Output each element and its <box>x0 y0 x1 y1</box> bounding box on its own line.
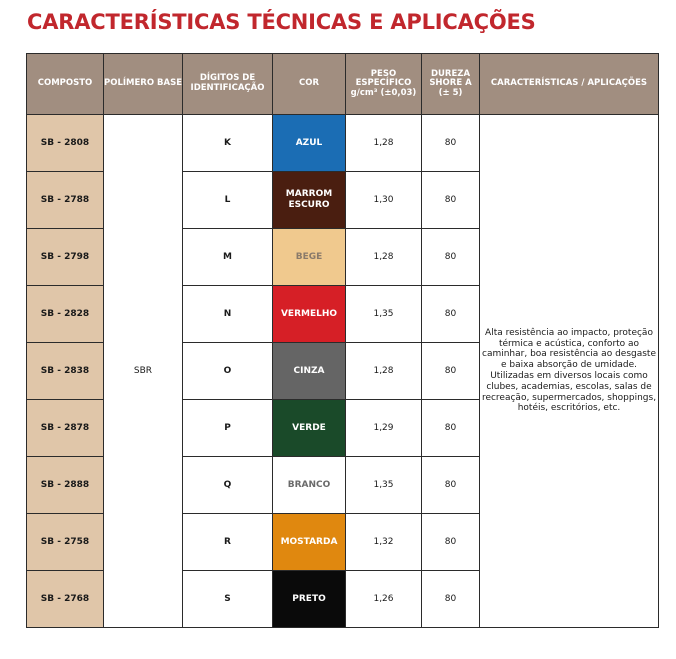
cor-swatch-cell: PRETO <box>273 571 346 628</box>
dureza-cell: 80 <box>422 343 480 400</box>
header-aplicacoes: CARACTERÍSTICAS / APLICAÇÕES <box>480 54 659 115</box>
header-peso-line2: g/cm³ (±0,03) <box>350 87 417 98</box>
header-dureza-line1: DUREZA SHORE A <box>429 68 472 89</box>
spec-table <box>26 53 659 628</box>
digito-cell: M <box>183 229 273 286</box>
cor-swatch-cell: AZUL <box>273 115 346 172</box>
digito-cell: P <box>183 400 273 457</box>
peso-cell: 1,35 <box>346 457 422 514</box>
aplicacoes-cell <box>480 115 659 628</box>
composto-cell: SB - 2888 <box>27 457 104 514</box>
peso-cell: 1,35 <box>346 286 422 343</box>
dureza-cell: 80 <box>422 286 480 343</box>
composto-cell: SB - 2788 <box>27 172 104 229</box>
aplicacoes-text: Alta resistência ao impacto, proteção térmica e acústica, conforto ao caminhar, boa resistência ao desgaste e baixa absorção de umidade. Utilizadas em diversos locais como clubes, academias, escolas, salas de recreação, supermercados, shoppings, hotéis, escritórios, etc. <box>481 327 657 414</box>
dureza-cell: 80 <box>422 400 480 457</box>
table-header <box>27 54 659 115</box>
page-title: CARACTERÍSTICAS TÉCNICAS E APLICAÇÕES <box>27 10 536 34</box>
digito-cell: S <box>183 571 273 628</box>
dureza-cell: 80 <box>422 457 480 514</box>
cor-swatch-cell: BEGE <box>273 229 346 286</box>
header-dureza <box>422 54 480 115</box>
dureza-cell: 80 <box>422 571 480 628</box>
composto-cell: SB - 2758 <box>27 514 104 571</box>
table-row <box>27 115 659 172</box>
peso-cell: 1,30 <box>346 172 422 229</box>
header-digitos: DÍGITOS DE IDENTIFICAÇÃO <box>183 54 273 115</box>
dureza-cell: 80 <box>422 514 480 571</box>
table-body <box>27 115 659 628</box>
cor-swatch-cell: VERMELHO <box>273 286 346 343</box>
composto-cell: SB - 2878 <box>27 400 104 457</box>
cor-swatch-cell: CINZA <box>273 343 346 400</box>
cor-swatch-cell: BRANCO <box>273 457 346 514</box>
cor-swatch-cell: MARROM ESCURO <box>273 172 346 229</box>
composto-cell: SB - 2768 <box>27 571 104 628</box>
digito-cell: R <box>183 514 273 571</box>
digito-cell: Q <box>183 457 273 514</box>
dureza-cell: 80 <box>422 229 480 286</box>
digito-cell: L <box>183 172 273 229</box>
dureza-cell: 80 <box>422 115 480 172</box>
cor-swatch-cell: MOSTARDA <box>273 514 346 571</box>
peso-cell: 1,26 <box>346 571 422 628</box>
peso-cell: 1,32 <box>346 514 422 571</box>
header-peso-line1: PESO ESPECÍFICO <box>355 68 412 89</box>
dureza-cell: 80 <box>422 172 480 229</box>
header-peso <box>346 54 422 115</box>
digito-cell: K <box>183 115 273 172</box>
header-dureza-line2: (± 5) <box>438 87 463 98</box>
header-cor: COR <box>273 54 346 115</box>
polimero-base-cell: SBR <box>104 115 183 628</box>
composto-cell: SB - 2838 <box>27 343 104 400</box>
digito-cell: N <box>183 286 273 343</box>
peso-cell: 1,28 <box>346 115 422 172</box>
digito-cell: O <box>183 343 273 400</box>
composto-cell: SB - 2798 <box>27 229 104 286</box>
composto-cell: SB - 2808 <box>27 115 104 172</box>
composto-cell: SB - 2828 <box>27 286 104 343</box>
peso-cell: 1,28 <box>346 229 422 286</box>
header-row <box>27 54 659 115</box>
header-polimero: POLÍMERO BASE <box>104 54 183 115</box>
peso-cell: 1,28 <box>346 343 422 400</box>
peso-cell: 1,29 <box>346 400 422 457</box>
header-composto: COMPOSTO <box>27 54 104 115</box>
cor-swatch-cell: VERDE <box>273 400 346 457</box>
